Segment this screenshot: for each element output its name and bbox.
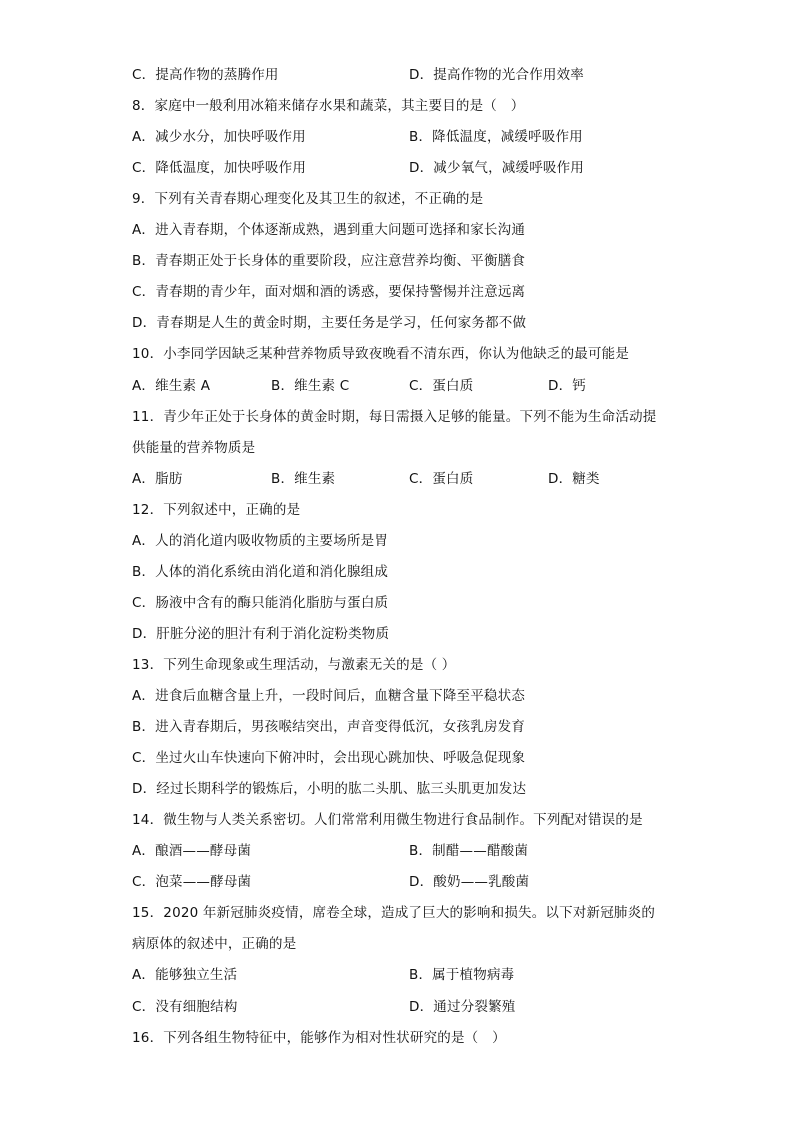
option-item: A．能够独立生活: [132, 967, 238, 983]
text-line: B．进入青春期后，男孩喉结突出，声音变得低沉，女孩乳房发育: [132, 719, 526, 735]
option-item: C．提高作物的蒸腾作用: [132, 67, 279, 83]
option-item: A．减少水分，加快呼吸作用: [132, 129, 306, 145]
text-line: D．经过长期科学的锻炼后，小明的肱二头肌、肱三头肌更加发达: [132, 781, 527, 797]
text-line: 12．下列叙述中，正确的是: [132, 502, 301, 518]
option-item: B．维生素 C: [271, 378, 350, 394]
option-item: B．维生素: [271, 471, 336, 487]
option-item: C．泡菜——酵母菌: [132, 874, 252, 890]
text-line: C．青春期的青少年，面对烟和酒的诱惑，要保持警惕并注意远离: [132, 284, 526, 300]
text-line: 13．下列生命现象或生理活动，与激素无关的是（ ）: [132, 657, 456, 673]
text-line: A．进食后血糖含量上升，一段时间后，血糖含量下降至平稳状态: [132, 688, 526, 704]
text-line: 9．下列有关青春期心理变化及其卫生的叙述，不正确的是: [132, 191, 484, 207]
text-line: B．青春期正处于长身体的重要阶段，应注意营养均衡、平衡膳食: [132, 253, 526, 269]
text-line: B．人体的消化系统由消化道和消化腺组成: [132, 564, 389, 580]
option-item: D．酸奶——乳酸菌: [409, 874, 530, 890]
option-item: A．酿酒——酵母菌: [132, 843, 252, 859]
text-line: A．人的消化道内吸收物质的主要场所是胃: [132, 533, 389, 549]
text-line: 14．微生物与人类关系密切。人们常常利用微生物进行食品制作。下列配对错误的是: [132, 812, 643, 828]
option-item: D．糖类: [548, 471, 600, 487]
text-line: 8．家庭中一般利用冰箱来储存水果和蔬菜，其主要目的是（ ）: [132, 98, 525, 114]
text-line: A．进入青春期，个体逐渐成熟，遇到重大问题可选择和家长沟通: [132, 222, 526, 238]
text-line: 病原体的叙述中，正确的是: [132, 936, 297, 952]
text-line: 11．青少年正处于长身体的黄金时期，每日需摄入足够的能量。下列不能为生命活动提: [132, 409, 657, 425]
option-item: B．降低温度，减缓呼吸作用: [409, 129, 583, 145]
option-item: C．蛋白质: [409, 378, 474, 394]
option-item: C．蛋白质: [409, 471, 474, 487]
text-line: D．肝脏分泌的胆汁有利于消化淀粉类物质: [132, 626, 390, 642]
option-item: D．提高作物的光合作用效率: [409, 67, 584, 83]
option-item: D．钙: [548, 378, 586, 394]
text-line: C．坐过火山车快速向下俯冲时，会出现心跳加快、呼吸急促现象: [132, 750, 526, 766]
text-line: D．青春期是人生的黄金时期，主要任务是学习，任何家务都不做: [132, 315, 527, 331]
option-item: D．通过分裂繁殖: [409, 999, 516, 1015]
option-item: A．脂肪: [132, 471, 183, 487]
option-item: C．降低温度，加快呼吸作用: [132, 160, 307, 176]
option-item: B．属于植物病毒: [409, 967, 515, 983]
option-item: C．没有细胞结构: [132, 999, 238, 1015]
text-line: 供能量的营养物质是: [132, 440, 256, 456]
option-item: A．维生素 A: [132, 378, 211, 394]
text-line: 15．2020 年新冠肺炎疫情，席卷全球，造成了巨大的影响和损失。以下对新冠肺炎的: [132, 905, 656, 921]
option-item: D．减少氧气，减缓呼吸作用: [409, 160, 584, 176]
text-line: C．肠液中含有的酶只能消化脂肪与蛋白质: [132, 595, 389, 611]
option-item: B．制醋——醋酸菌: [409, 843, 529, 859]
text-line: 16．下列各组生物特征中，能够作为相对性状研究的是（ ）: [132, 1030, 506, 1046]
text-line: 10．小李同学因缺乏某种营养物质导致夜晚看不清东西，你认为他缺乏的最可能是: [132, 346, 630, 362]
